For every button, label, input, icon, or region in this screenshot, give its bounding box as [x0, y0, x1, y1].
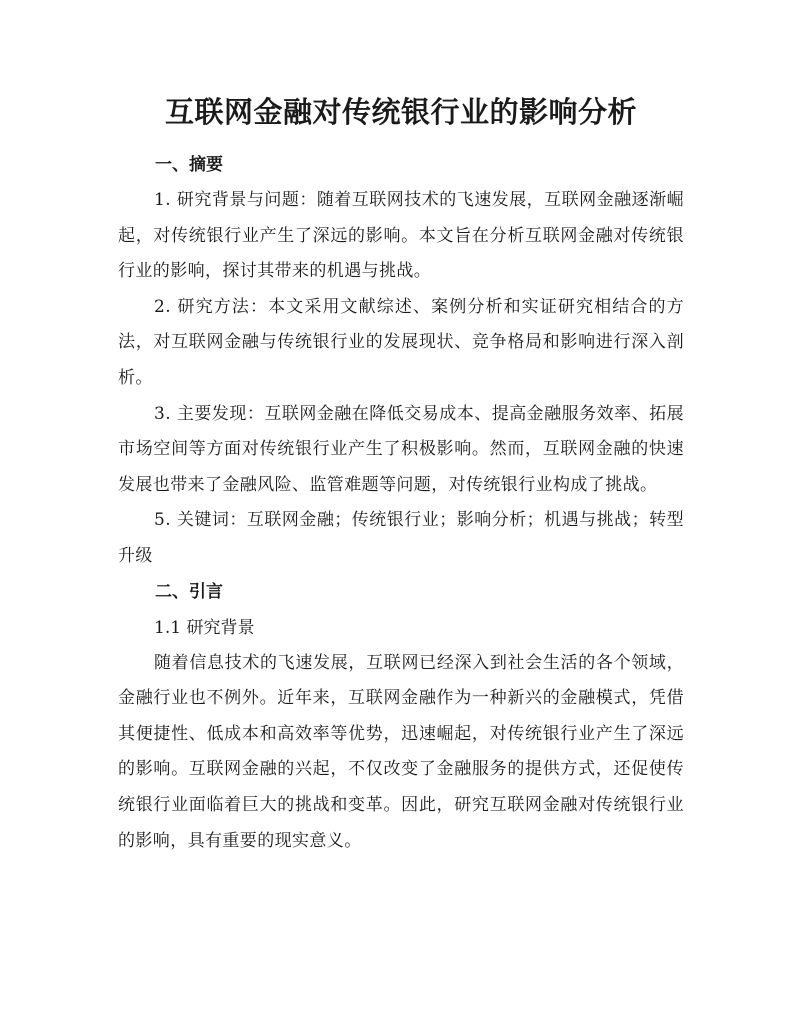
document-page [118, 92, 684, 859]
section-heading-abstract: 一、摘要 [155, 155, 223, 175]
abstract-item-background: 1. 研究背景与问题：随着互联网技术的飞速发展，互联网金融逐渐崛起，对传统银行业产生了深远的影响。本文旨在分析互联网金融对传统银行业的影响，探讨其带来的机遇与挑战。 [118, 190, 684, 282]
abstract-item-findings: 3. 主要发现：互联网金融在降低交易成本、提高金融服务效率、拓展市场空间等方面对传统银行业产生了积极影响。然而，互联网金融的快速发展也带来了金融风险、监管难题等问题，对传统银行业构成了挑战。 [118, 403, 684, 495]
section-heading-introduction: 二、引言 [155, 581, 223, 602]
subheading-research-background: 1.1 研究背景 [154, 617, 255, 638]
abstract-item-method: 2. 研究方法：本文采用文献综述、案例分析和实证研究相结合的方法，对互联网金融与传统银行业的发展现状、竞争格局和影响进行深入剖析。 [118, 296, 684, 388]
abstract-item-keywords: 5. 关键词：互联网金融；传统银行业；影响分析；机遇与挑战；转型升级 [118, 510, 684, 566]
section-abstract [118, 148, 684, 575]
introduction-paragraph: 随着信息技术的飞速发展，互联网已经深入到社会生活的各个领域，金融行业也不例外。近年来，互联网金融作为一种新兴的金融模式，凭借其便捷性、低成本和高效率等优势，迅速崛起，对传统银行业产生了深远的影响。互联网金融的兴起，不仅改变了金融服务的提供方式，还促使传统银行业面临着巨大的挑战和变革。因此，研究互联网金融对传统银行业的影响，具有重要的现实意义。 [118, 652, 684, 851]
document-title: 互联网金融对传统银行业的影响分析 [164, 95, 637, 129]
section-introduction [118, 575, 684, 860]
